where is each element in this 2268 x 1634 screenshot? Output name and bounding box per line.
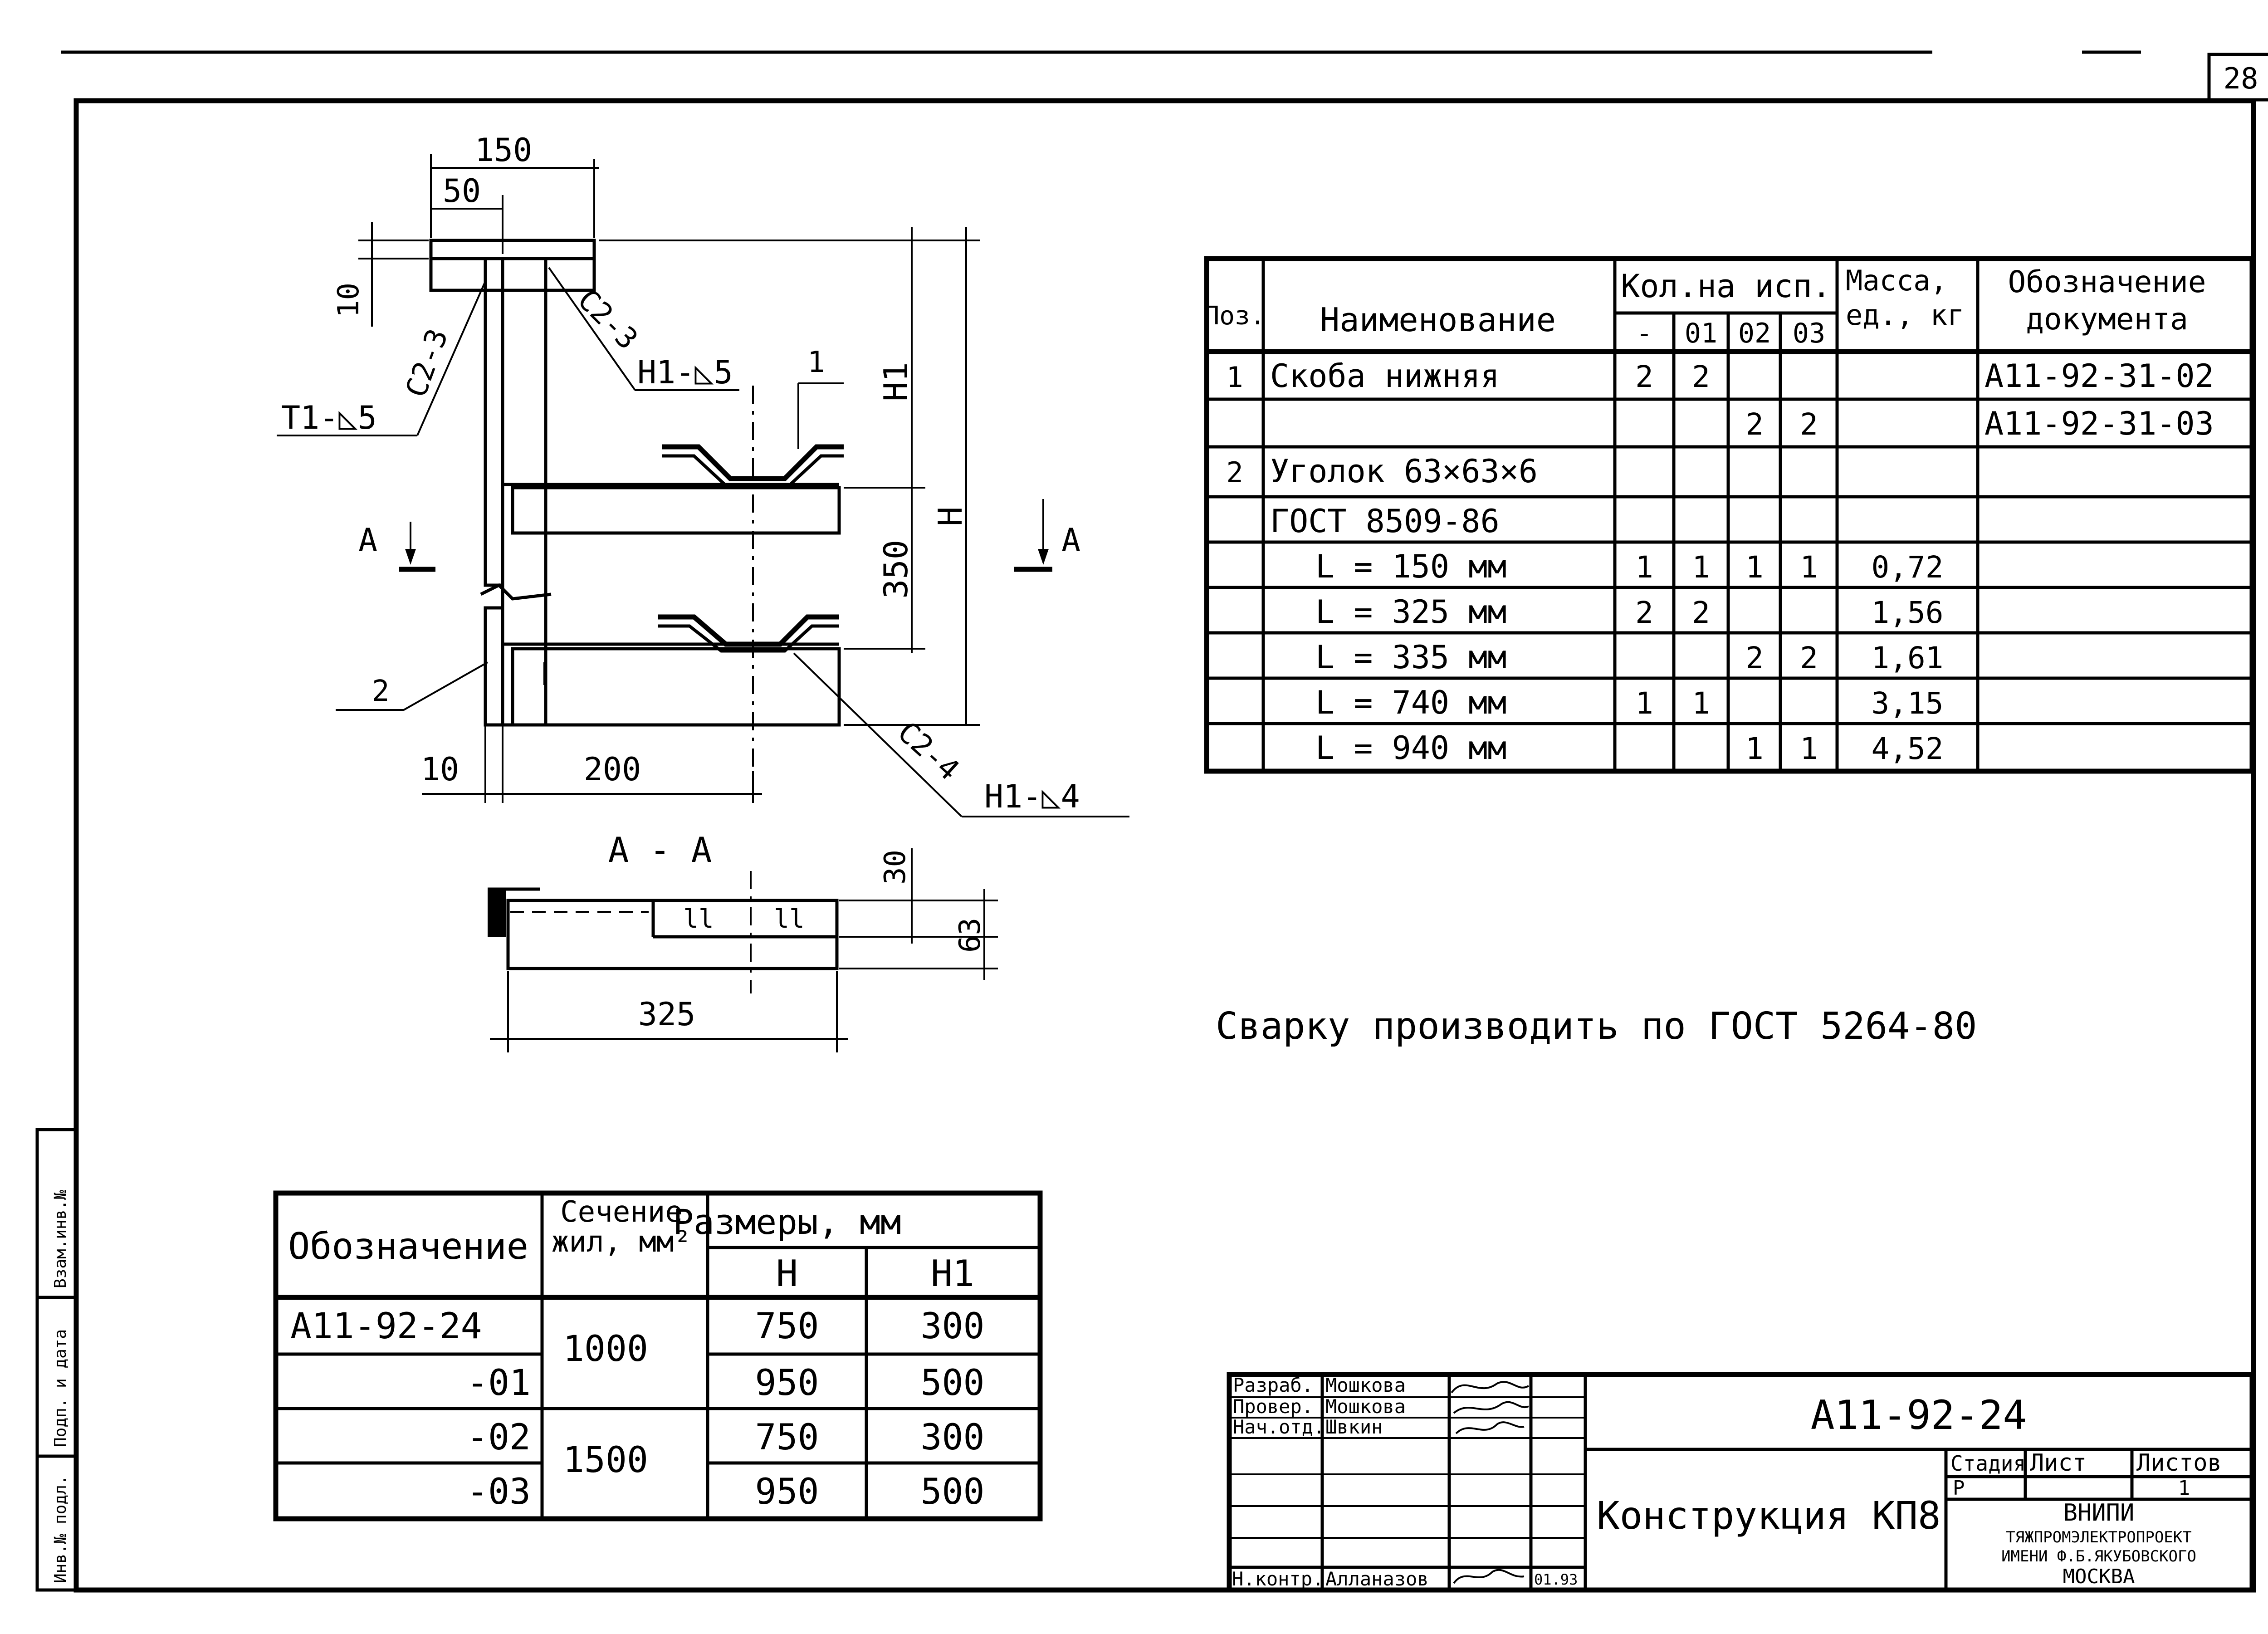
tb-sheets: 1	[2178, 1477, 2190, 1500]
spec-row-qty: 1	[1635, 686, 1653, 721]
dim-10-bottom: 10	[420, 751, 459, 788]
spec-variant-0: -	[1636, 318, 1653, 349]
size-row-h1: 500	[920, 1363, 985, 1404]
spec-row-qty: 1	[1692, 550, 1710, 585]
tb-code: А11-92-24	[1810, 1392, 2027, 1438]
spec-row-pos: 2	[1226, 456, 1243, 489]
section-marker-right: А	[1061, 522, 1081, 559]
weld-c23-right: С2-3	[571, 283, 644, 357]
spec-row-mass: 4,52	[1871, 731, 1944, 766]
size-row-designation: -01	[467, 1363, 531, 1404]
spec-row-qty: 1	[1635, 550, 1653, 585]
spec-header-mass-box	[1839, 261, 1975, 352]
spec-header-doc: Обозначение документа	[2008, 264, 2206, 337]
spec-rows	[1226, 357, 2214, 767]
spec-row-qty: 2	[1635, 595, 1653, 630]
dim-30: 30	[879, 849, 912, 885]
section-view	[488, 830, 998, 1052]
spec-variant-3: 03	[1792, 318, 1826, 349]
tb-stage-label: Стадия	[1950, 1451, 2026, 1476]
spec-row-name: L = 335 мм	[1315, 639, 1507, 676]
spec-header-name: Наименование	[1320, 301, 1556, 339]
spec-row-qty: 1	[1692, 686, 1710, 721]
spec-row-mass: 1,61	[1871, 641, 1944, 675]
spec-row-name: L = 150 мм	[1315, 548, 1507, 585]
welding-note: Сварку производить по ГОСТ 5264-80	[1216, 1005, 1977, 1048]
weld-c24: С2-4	[891, 715, 966, 788]
spec-row-name: ГОСТ 8509-86	[1270, 503, 1500, 540]
spec-row-qty: 2	[1635, 359, 1653, 394]
spec-variant-2: 02	[1738, 318, 1771, 349]
tb-org-1: ТЯЖПРОМЭЛЕКТРОПРОЕКТ	[2006, 1528, 2192, 1546]
slot-mark-1: ll	[683, 905, 714, 934]
spec-row-mass: 0,72	[1871, 550, 1944, 585]
tb-role-0: Разраб.	[1233, 1374, 1314, 1396]
weld-h1-top: Н1-◺5	[637, 354, 733, 391]
spec-row-doc: А11-92-31-03	[1984, 405, 2214, 442]
stamp-sign: Подп. и дата	[51, 1329, 70, 1447]
vertical-angle	[503, 259, 546, 725]
stamp-inv: Инв.№ подл.	[51, 1475, 70, 1583]
spec-row-name: L = 940 мм	[1315, 729, 1507, 767]
signature-1	[1452, 1382, 1529, 1393]
top-angle	[431, 240, 594, 290]
size-header-sizes: Размеры, мм	[673, 1202, 901, 1242]
weld-h1-bottom: Н1-◺4	[984, 778, 1080, 815]
title-block	[1229, 1374, 2252, 1590]
size-row-h: 950	[755, 1472, 819, 1512]
dim-63: 63	[953, 917, 987, 953]
spec-row-name: L = 325 мм	[1315, 593, 1507, 631]
size-header-designation: Обозначение	[288, 1225, 528, 1267]
size-row-section: 1500	[563, 1440, 648, 1481]
spec-row-qty: 2	[1800, 641, 1818, 675]
spec-row-qty: 2	[1692, 359, 1710, 394]
tb-name-2: Швкин	[1325, 1416, 1383, 1438]
tb-role-2: Нач.отд.	[1233, 1416, 1325, 1438]
spec-row-mass: 3,15	[1871, 686, 1944, 721]
lower-bracket	[658, 617, 839, 644]
spec-row-mass: 1,56	[1871, 595, 1944, 630]
spec-row-qty: 2	[1745, 641, 1764, 675]
size-row-h1: 500	[920, 1472, 985, 1512]
spec-row-qty: 2	[1692, 595, 1710, 630]
dim-h: H	[931, 506, 969, 526]
spec-row-qty: 1	[1745, 731, 1764, 766]
size-header-h: Н	[776, 1252, 798, 1295]
tb-role-1: Провер.	[1233, 1395, 1314, 1418]
spec-row-name: Скоба нижняя	[1270, 357, 1500, 395]
spec-row-qty: 1	[1800, 731, 1818, 766]
tb-name-0: Мошкова	[1325, 1374, 1406, 1396]
spec-row-name: Уголок 63×63×6	[1270, 453, 1538, 490]
spec-row-qty: 2	[1745, 407, 1764, 442]
section-title: А - А	[608, 830, 712, 870]
sheet-number: 28	[2223, 62, 2258, 96]
dim-200: 200	[583, 751, 641, 788]
section-angle-hatch	[488, 889, 506, 937]
spec-row-name: L = 740 мм	[1315, 684, 1507, 721]
tb-stage: Р	[1953, 1477, 1965, 1500]
signature-4	[1454, 1570, 1524, 1583]
spec-variant-1: 01	[1684, 318, 1718, 349]
dim-10-top: 10	[332, 282, 366, 318]
section-marker-left: А	[358, 522, 378, 559]
size-row-h: 750	[755, 1417, 819, 1458]
signature-2	[1454, 1402, 1529, 1413]
spec-header-doc-box	[1980, 261, 2250, 352]
spec-header-pos: Поз.	[1204, 301, 1266, 331]
spec-row-doc: А11-92-31-02	[1984, 357, 2214, 395]
signature-3	[1456, 1422, 1524, 1433]
size-row-h1: 300	[920, 1306, 985, 1347]
size-row-designation: А11-92-24	[290, 1306, 482, 1347]
tb-org-0: ВНИПИ	[2063, 1499, 2135, 1526]
spec-row-qty: 2	[1800, 407, 1818, 442]
spec-row-qty: 1	[1745, 550, 1764, 585]
weld-c23-left: С2-3	[399, 324, 455, 402]
upper-angle	[513, 488, 839, 533]
size-header-section: Сечение жил, мм²	[551, 1195, 692, 1259]
size-row-h: 750	[755, 1306, 819, 1347]
pos-1-label: 1	[807, 346, 825, 379]
pos-2-label: 2	[372, 675, 390, 708]
size-row-h: 950	[755, 1363, 819, 1404]
size-row-section: 1000	[563, 1329, 648, 1370]
spec-header-mass: Масса, ед., кг	[1846, 264, 1965, 332]
tb-sheets-label: Листов	[2136, 1449, 2222, 1477]
tb-name-1: Мошкова	[1325, 1395, 1406, 1418]
spec-table	[1204, 259, 2252, 771]
slot-mark-2: ll	[774, 905, 805, 934]
dim-150: 150	[474, 132, 533, 169]
dim-50: 50	[442, 172, 481, 210]
tb-org-2: ИМЕНИ Ф.Б.ЯКУБОВСКОГО	[2001, 1547, 2196, 1566]
tb-org-3: МОСКВА	[2063, 1565, 2135, 1588]
spec-row-pos: 1	[1226, 361, 1243, 394]
size-row-h1: 300	[920, 1417, 985, 1458]
size-header-h1: Н1	[930, 1252, 975, 1295]
stamp-replace: Взам.инв.№	[51, 1190, 70, 1288]
weld-t1: Т1-◺5	[281, 399, 377, 436]
lower-angle	[513, 649, 839, 725]
tb-sheet-label: Лист	[2030, 1449, 2087, 1477]
tb-title: Конструкция КП8	[1597, 1493, 1941, 1538]
size-row-designation: -02	[467, 1417, 531, 1458]
left-stamp	[37, 1130, 76, 1590]
tb-date: 01.93	[1534, 1571, 1578, 1588]
size-table	[276, 1193, 1040, 1519]
spec-row-qty: 1	[1800, 550, 1818, 585]
dim-h1: H1	[877, 362, 915, 401]
size-row-designation: -03	[467, 1472, 531, 1512]
dim-325: 325	[638, 996, 696, 1033]
tb-role-3: Н.контр.	[1232, 1568, 1324, 1590]
dim-350: 350	[877, 539, 915, 599]
main-view	[277, 132, 1129, 817]
tb-name-3: Алланазов	[1325, 1568, 1429, 1590]
spec-header-qty: Кол.на исп.	[1621, 268, 1831, 305]
